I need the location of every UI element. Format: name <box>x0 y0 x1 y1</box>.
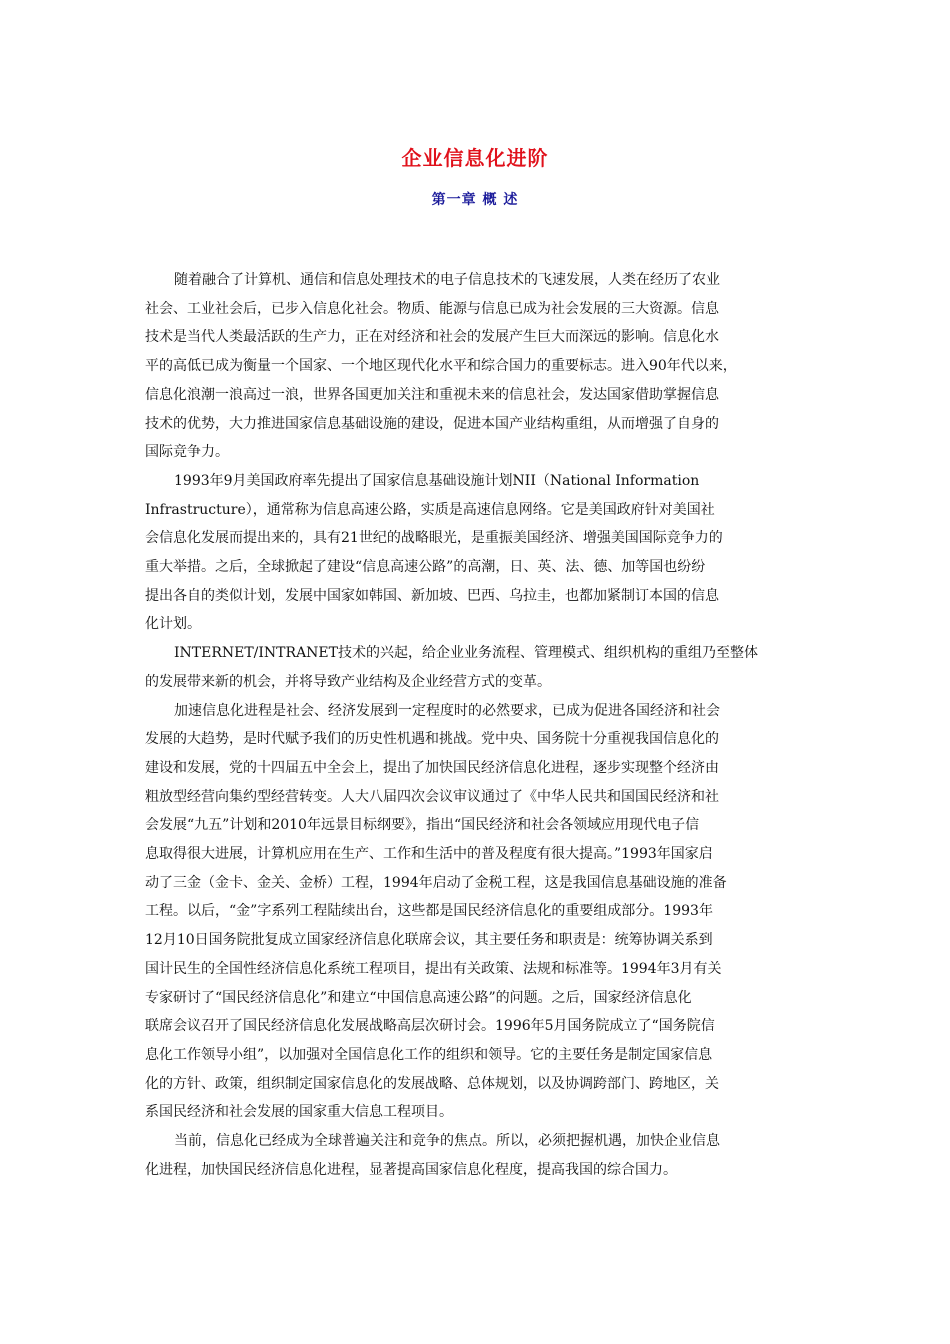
paragraph <box>145 266 805 467</box>
paragraph-line: 息化工作领导小组”，以加强对全国信息化工作的组织和领导。它的主要任务是制定国家信息 <box>145 1046 713 1063</box>
paragraph-line: 会信息化发展而提出来的，具有21世纪的战略眼光，是重振美国经济、增强美国国际竞争力的 <box>145 530 723 547</box>
paragraph-line: 12月10日国务院批复成立国家经济信息化联席会议，其主要任务和职责是：统筹协调关系到 <box>145 932 713 949</box>
paragraph-line: 化计划。 <box>145 616 201 633</box>
paragraph-line: 化进程，加快国民经济信息化进程，显著提高国家信息化程度，提高我国的综合国力。 <box>145 1161 677 1178</box>
paragraph-line: 联席会议召开了国民经济信息化发展战略高层次研讨会。1996年5月国务院成立了“国务院信 <box>145 1018 715 1035</box>
paragraph-line: 发展的大趋势，是时代赋予我们的历史性机遇和挑战。党中央、国务院十分重视我国信息化的 <box>145 731 719 748</box>
paragraph-line: 技术的优势，大力推进国家信息基础设施的建设，促进本国产业结构重组，从而增强了自身的 <box>145 415 719 432</box>
paragraph <box>145 639 805 696</box>
paragraph-line: 平的高低已成为衡量一个国家、一个地区现代化水平和综合国力的重要标志。进入90年代以来， <box>145 358 737 375</box>
paragraph-line: 社会、工业社会后，已步入信息化社会。物质、能源与信息已成为社会发展的三大资源。信息 <box>145 300 719 317</box>
paragraph-line: 国计民生的全国性经济信息化系统工程项目，提出有关政策、法规和标准等。1994年3月有关 <box>145 960 722 977</box>
paragraph-line: 1993年9月美国政府率先提出了国家信息基础设施计划NII（National Information <box>174 472 700 489</box>
paragraph-line: 信息化浪潮一浪高过一浪，世界各国更加关注和重视未来的信息社会，发达国家借助掌握信息 <box>145 386 719 403</box>
paragraph-line: 提出各自的类似计划，发展中国家如韩国、新加坡、巴西、乌拉圭，也都加紧制订本国的信息 <box>145 587 719 604</box>
paragraph <box>145 1127 805 1184</box>
paragraph-line: 技术是当代人类最活跃的生产力，正在对经济和社会的发展产生巨大而深远的影响。信息化水 <box>145 329 719 346</box>
paragraph-line: 的发展带来新的机会，并将导致产业结构及企业经营方式的变革。 <box>145 673 551 690</box>
paragraph <box>145 697 805 1128</box>
paragraph-line: 动了三金（金卡、金关、金桥）工程，1994年启动了金税工程，这是我国信息基础设施的准备 <box>145 874 727 891</box>
paragraph-line: 系国民经济和社会发展的国家重大信息工程项目。 <box>145 1104 453 1121</box>
chapter-heading: 第一章 概 述 <box>431 192 519 208</box>
paragraph-line: 当前，信息化已经成为全球普遍关注和竞争的焦点。所以，必须把握机遇，加快企业信息 <box>174 1133 720 1150</box>
paragraph-line: 随着融合了计算机、通信和信息处理技术的电子信息技术的飞速发展，人类在经历了农业 <box>174 272 720 288</box>
paragraph-line: 加速信息化进程是社会、经济发展到一定程度时的必然要求，已成为促进各国经济和社会 <box>174 702 720 719</box>
paragraph-line: 息取得很大进展，计算机应用在生产、工作和生活中的普及程度有很大提高。”1993年国家启 <box>145 846 713 863</box>
paragraph-line: 专家研讨了“国民经济信息化”和建立“中国信息高速公路”的问题。之后，国家经济信息化 <box>145 989 692 1006</box>
paragraph-line: Infrastructure），通常称为信息高速公路，实质是高速信息网络。它是美国政府针对美国社 <box>145 501 715 518</box>
paragraph-line: INTERNET/INTRANET技术的兴起，给企业业务流程、管理模式、组织机构的重组乃至整体 <box>174 645 758 662</box>
document-body <box>145 266 805 1185</box>
paragraph <box>145 467 805 639</box>
paragraph-line: 会发展“九五”计划和2010年远景目标纲要》，指出“国民经济和社会各领域应用现代电子信 <box>145 817 700 834</box>
paragraph-line: 国际竞争力。 <box>145 444 229 461</box>
paragraph-line: 建设和发展，党的十四届五中全会上，提出了加快国民经济信息化进程，逐步实现整个经济由 <box>145 759 719 776</box>
document-title: 企业信息化进阶 <box>401 146 549 170</box>
paragraph-line: 粗放型经营向集约型经营转变。人大八届四次会议审议通过了《中华人民共和国国民经济和社 <box>145 788 719 805</box>
paragraph-line: 化的方针、政策，组织制定国家信息化的发展战略、总体规划，以及协调跨部门、跨地区，关 <box>145 1075 719 1092</box>
paragraph-line: 工程。以后，“金”字系列工程陆续出台，这些都是国民经济信息化的重要组成部分。1993年 <box>145 903 713 920</box>
paragraph-line: 重大举措。之后，全球掀起了建设“信息高速公路”的高潮，日、英、法、德、加等国也纷纷 <box>145 559 706 576</box>
